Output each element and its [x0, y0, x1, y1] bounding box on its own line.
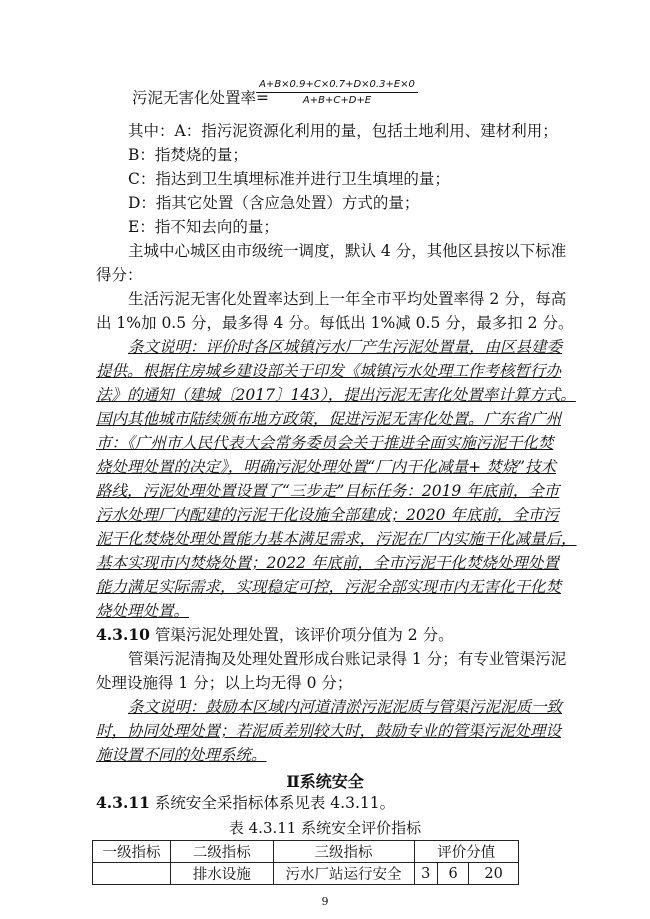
- clause-number: 4.3.10: [96, 625, 150, 644]
- note-line: 国内其他城市陆续颁布地方政策，促进污泥无害化处置。广东省广州: [96, 410, 562, 428]
- header-cell: 三级指标: [273, 841, 414, 863]
- paragraph-line: 得分：: [96, 266, 143, 284]
- definition-line: E：指不知去向的量；: [128, 218, 279, 236]
- table-cell: 6: [437, 863, 468, 885]
- header-cell: 二级指标: [171, 841, 273, 863]
- section-title: Ⅱ系统安全: [286, 772, 364, 791]
- definition-line: D：指其它处置（含应急处置）方式的量；: [128, 194, 420, 212]
- paragraph-line: 出 1%加 0.5 分，最多得 4 分。每低出 1%减 0.5 分，最多扣 2 分。: [96, 314, 574, 332]
- paragraph-line: 处理设施得 1 分；以上均无得 0 分；: [96, 674, 353, 692]
- definition-line: 其中：A：指污泥资源化利用的量，包括土地利用、建材利用；: [128, 122, 558, 140]
- table-cell: [93, 863, 171, 885]
- note-line: 法》的通知（建城〔2017〕143），提出污泥无害化处置率计算方式。: [96, 386, 576, 404]
- note-line: 能力满足实际需求，实现稳定可控，污泥全部实现市内无害化干化焚: [96, 578, 562, 596]
- table-cell: 排水设施: [171, 863, 273, 885]
- formula-numerator: A+B×0.9+C×0.7+D×0.3+E×0: [256, 79, 418, 93]
- note-line: 烧处理处置的决定》，明确污泥处理处置“厂内干化减量+ 焚烧”技术: [96, 458, 557, 476]
- note-line: 条文说明：鼓励本区域内河道清淤污泥泥质与管渠污泥泥质一致: [128, 698, 563, 716]
- table-cell: 污水厂站运行安全: [273, 863, 414, 885]
- page-number: 9: [321, 895, 329, 908]
- note-line: 条文说明：评价时各区城镇污水厂产生污泥处置量，由区县建委: [128, 338, 563, 356]
- note-line: 泥干化焚烧处理处置能力基本满足需求，污泥在厂内实施干化减量后，: [96, 530, 577, 548]
- definition-line: C：指达到卫生填埋标准并进行卫生填埋的量；: [128, 170, 450, 188]
- note-line: 提供。根据住房城乡建设部关于印发《城镇污水处理工作考核暂行办: [96, 362, 562, 380]
- note-line: 市：《广州市人民代表大会常务委员会关于推进全面实施污泥干化焚: [96, 434, 554, 452]
- paragraph-line: 主城中心城区由市级统一调度，默认 4 分，其他区县按以下标准: [128, 242, 567, 260]
- definition-line: B：指焚烧的量；: [128, 146, 248, 164]
- note-line: 烧处理处置。: [96, 602, 190, 620]
- paragraph-line: 管渠污泥清掏及处理处置形成台账记录得 1 分；有专业管渠污泥: [128, 650, 567, 668]
- formula-fraction: [256, 79, 418, 106]
- table-cell: 3: [414, 863, 437, 885]
- note-line: 施设置不同的处理系统。: [96, 746, 267, 764]
- table-caption: 表 4.3.11 系统安全评价指标: [228, 819, 422, 837]
- formula-label: 污泥无害化处置率=: [132, 89, 269, 107]
- note-line: 基本实现市内焚烧处置；2022 年底前，全市污泥干化焚烧处理处置: [96, 554, 559, 572]
- clause-text: 系统安全采指标体系见表 4.3.11。: [149, 794, 396, 812]
- header-cell: 评价分值: [414, 841, 518, 863]
- indicator-table: [92, 840, 519, 885]
- note-line: 时，协同处理处置；若泥质差别较大时，鼓励专业的管渠污泥处理设: [96, 722, 562, 740]
- clause-4-3-11: [96, 793, 395, 813]
- formula-denominator: A+B+C+D+E: [302, 95, 372, 106]
- table-cell: 20: [469, 863, 519, 885]
- clause-4-3-10: [96, 625, 454, 645]
- table-header-row: [93, 841, 519, 863]
- table-row: [93, 863, 519, 885]
- clause-text: 管渠污泥处理处置，该评价项分值为 2 分。: [149, 626, 454, 644]
- clause-number: 4.3.11: [96, 793, 150, 812]
- note-line: 路线，污泥处理处置设置了“三步走”目标任务：2019 年底前，全市: [96, 482, 560, 500]
- paragraph-line: 生活污泥无害化处置率达到上一年全市平均处置率得 2 分，每高: [128, 290, 567, 308]
- note-line: 污水处理厂内配建的污泥干化设施全部建成；2020 年底前，全市污: [96, 506, 559, 524]
- header-cell: 一级指标: [93, 841, 171, 863]
